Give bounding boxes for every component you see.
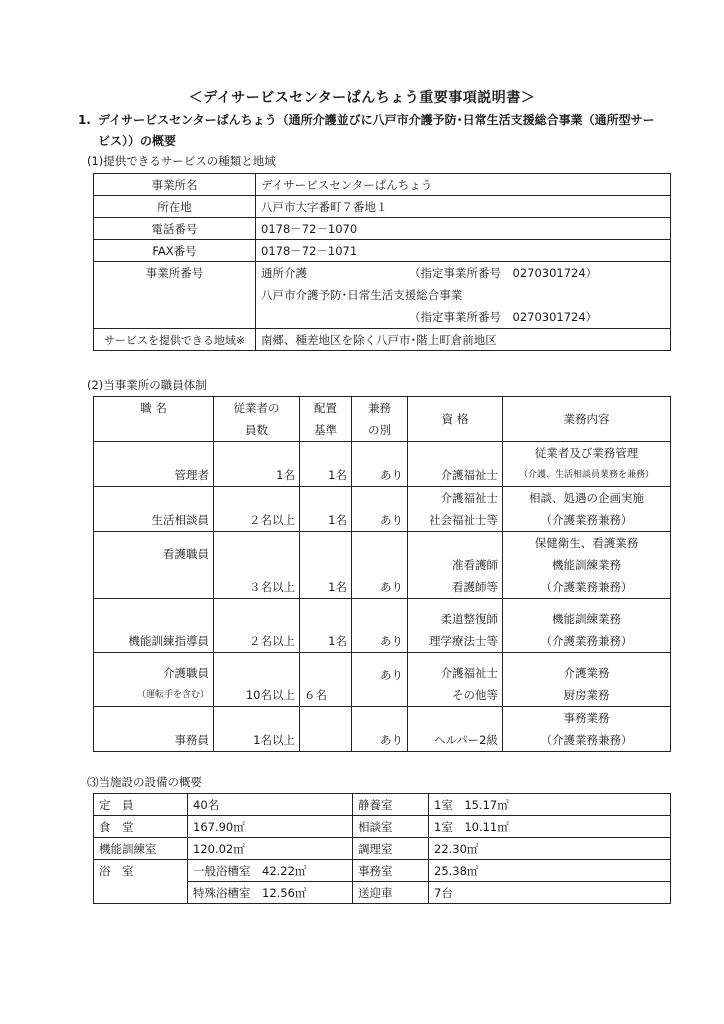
facility-label: 機能訓練室 (94, 838, 188, 860)
address-value: 八戸市大字番町７番地１ (256, 196, 671, 218)
office-number-value (256, 262, 671, 329)
office-number-service-2: 八戸市介護予防･日常生活支援総合事業 (261, 288, 463, 302)
facility-value: 7台 (429, 882, 671, 904)
staff-concurrent: あり (352, 707, 408, 752)
staff-count: ２名以上 (214, 599, 300, 653)
office-number-code-1: （指定事業所番号 0270301724） (409, 266, 598, 280)
staff-title-note: （運転手を含む） (136, 690, 209, 700)
office-name-value: デイサービスセンターぱんちょう (256, 174, 671, 196)
staff-qualification: 准看護師 看護師等 (408, 532, 503, 599)
staff-qualification: 介護福祉士 (408, 442, 503, 487)
table-row (94, 196, 671, 218)
staff-table (93, 396, 671, 752)
section-text-line2: ビス））の概要 (98, 134, 177, 148)
col-header-duties: 業務内容 (503, 397, 671, 442)
service-info-table (93, 173, 671, 351)
staff-count: 1名 (214, 442, 300, 487)
facility-value: 一般浴槽室 42.22㎡ (188, 860, 353, 882)
col-header-title: 職 名 (94, 397, 214, 442)
subsection-2-heading: (2)当事業所の職員体制 (87, 378, 207, 392)
staff-title: 看護職員 (94, 532, 214, 599)
staff-duties: 介護業務 厨房業務 (503, 653, 671, 707)
facility-label: 浴 室 (94, 860, 188, 904)
facility-label: 静養室 (353, 794, 429, 816)
facility-value: 40名 (188, 794, 353, 816)
staff-concurrent: あり (352, 599, 408, 653)
staff-title: 事務員 (94, 707, 214, 752)
staff-title: 管理者 (94, 442, 214, 487)
fax-value: 0178－72－1071 (256, 240, 671, 262)
staff-count: ２名以上 (214, 487, 300, 532)
facility-value: 120.02㎡ (188, 838, 353, 860)
table-row (94, 174, 671, 196)
facility-label: 定 員 (94, 794, 188, 816)
table-row (94, 329, 671, 351)
staff-duties: 相談、処遇の企画実施 （介護業務兼務） (503, 487, 671, 532)
office-number-code-2: （指定事業所番号 0270301724） (409, 310, 598, 324)
table-row (94, 816, 671, 838)
office-number-label: 事業所番号 (94, 262, 256, 329)
subsection-1-heading: (1)提供できるサービスの種類と地域 (87, 154, 276, 168)
section-text-line1: デイサービスセンターぱんちょう（通所介護並びに八戸市介護予防･日常生活支援総合事業（通所型サー (98, 113, 655, 127)
facility-table (93, 793, 671, 904)
staff-concurrent: あり (352, 532, 408, 599)
phone-label: 電話番号 (94, 218, 256, 240)
table-row (94, 653, 671, 707)
table-row (94, 442, 671, 487)
table-row (94, 218, 671, 240)
facility-value: 1室 10.11㎡ (429, 816, 671, 838)
facility-value: 1室 15.17㎡ (429, 794, 671, 816)
subsection-3-heading: ⑶当施設の設備の概要 (87, 775, 202, 789)
facility-value: 22.30㎡ (429, 838, 671, 860)
staff-placement: ６名 (300, 653, 352, 707)
staff-qualification: ヘルパー2級 (408, 707, 503, 752)
col-header-placement: 配置 基準 (300, 397, 352, 442)
table-row (94, 707, 671, 752)
table-row (94, 532, 671, 599)
staff-duties: 事務業務 （介護業務兼務） (503, 707, 671, 752)
staff-qualification: 介護福祉士 社会福祉士等 (408, 487, 503, 532)
staff-placement: 1名 (300, 487, 352, 532)
staff-placement (300, 707, 352, 752)
section-number: 1. (78, 113, 91, 127)
facility-value: 25.38㎡ (429, 860, 671, 882)
staff-placement: 1名 (300, 532, 352, 599)
facility-label: 相談室 (353, 816, 429, 838)
table-row (94, 262, 671, 329)
staff-duties: 従業者及び業務管理 （介護、生活相談員業務を兼務） (503, 442, 671, 487)
staff-placement: 1名 (300, 442, 352, 487)
facility-value: 167.90㎡ (188, 816, 353, 838)
table-row (94, 794, 671, 816)
staff-count: ３名以上 (214, 532, 300, 599)
service-area-label: サービスを提供できる地域※ (94, 329, 256, 351)
staff-title: 介護職員 （運転手を含む） (94, 653, 214, 707)
staff-title: 機能訓練指導員 (94, 599, 214, 653)
facility-label: 事務室 (353, 860, 429, 882)
staff-qualification: 柔道整復師 理学療法士等 (408, 599, 503, 653)
table-row (94, 860, 671, 882)
phone-value: 0178－72－1070 (256, 218, 671, 240)
col-header-qualification: 資 格 (408, 397, 503, 442)
staff-placement: 1名 (300, 599, 352, 653)
office-number-service-1: 通所介護 (261, 266, 307, 280)
staff-count: 10名以上 (214, 653, 300, 707)
staff-concurrent: あり (352, 653, 408, 707)
col-header-count: 従業者の 員数 (214, 397, 300, 442)
facility-label: 送迎車 (353, 882, 429, 904)
table-header-row (94, 397, 671, 442)
staff-concurrent: あり (352, 487, 408, 532)
staff-title: 生活相談員 (94, 487, 214, 532)
table-row (94, 240, 671, 262)
col-header-concurrent: 兼務 の別 (352, 397, 408, 442)
service-area-value: 南郷、種差地区を除く八戸市･階上町倉前地区 (256, 329, 671, 351)
staff-duties: 保健衛生、看護業務 機能訓練業務 （介護業務兼務） (503, 532, 671, 599)
fax-label: FAX番号 (94, 240, 256, 262)
staff-count: 1名以上 (214, 707, 300, 752)
staff-qualification: 介護福祉士 その他等 (408, 653, 503, 707)
page-title: ＜デイサービスセンターぱんちょう重要事項説明書＞ (188, 90, 536, 106)
table-row (94, 487, 671, 532)
section-1-heading (78, 110, 658, 152)
facility-label: 食 堂 (94, 816, 188, 838)
facility-value: 特殊浴槽室 12.56㎡ (188, 882, 353, 904)
office-name-label: 事業所名 (94, 174, 256, 196)
table-row (94, 599, 671, 653)
facility-label: 調理室 (353, 838, 429, 860)
staff-concurrent: あり (352, 442, 408, 487)
staff-duties: 機能訓練業務 （介護業務兼務） (503, 599, 671, 653)
address-label: 所在地 (94, 196, 256, 218)
table-row (94, 838, 671, 860)
